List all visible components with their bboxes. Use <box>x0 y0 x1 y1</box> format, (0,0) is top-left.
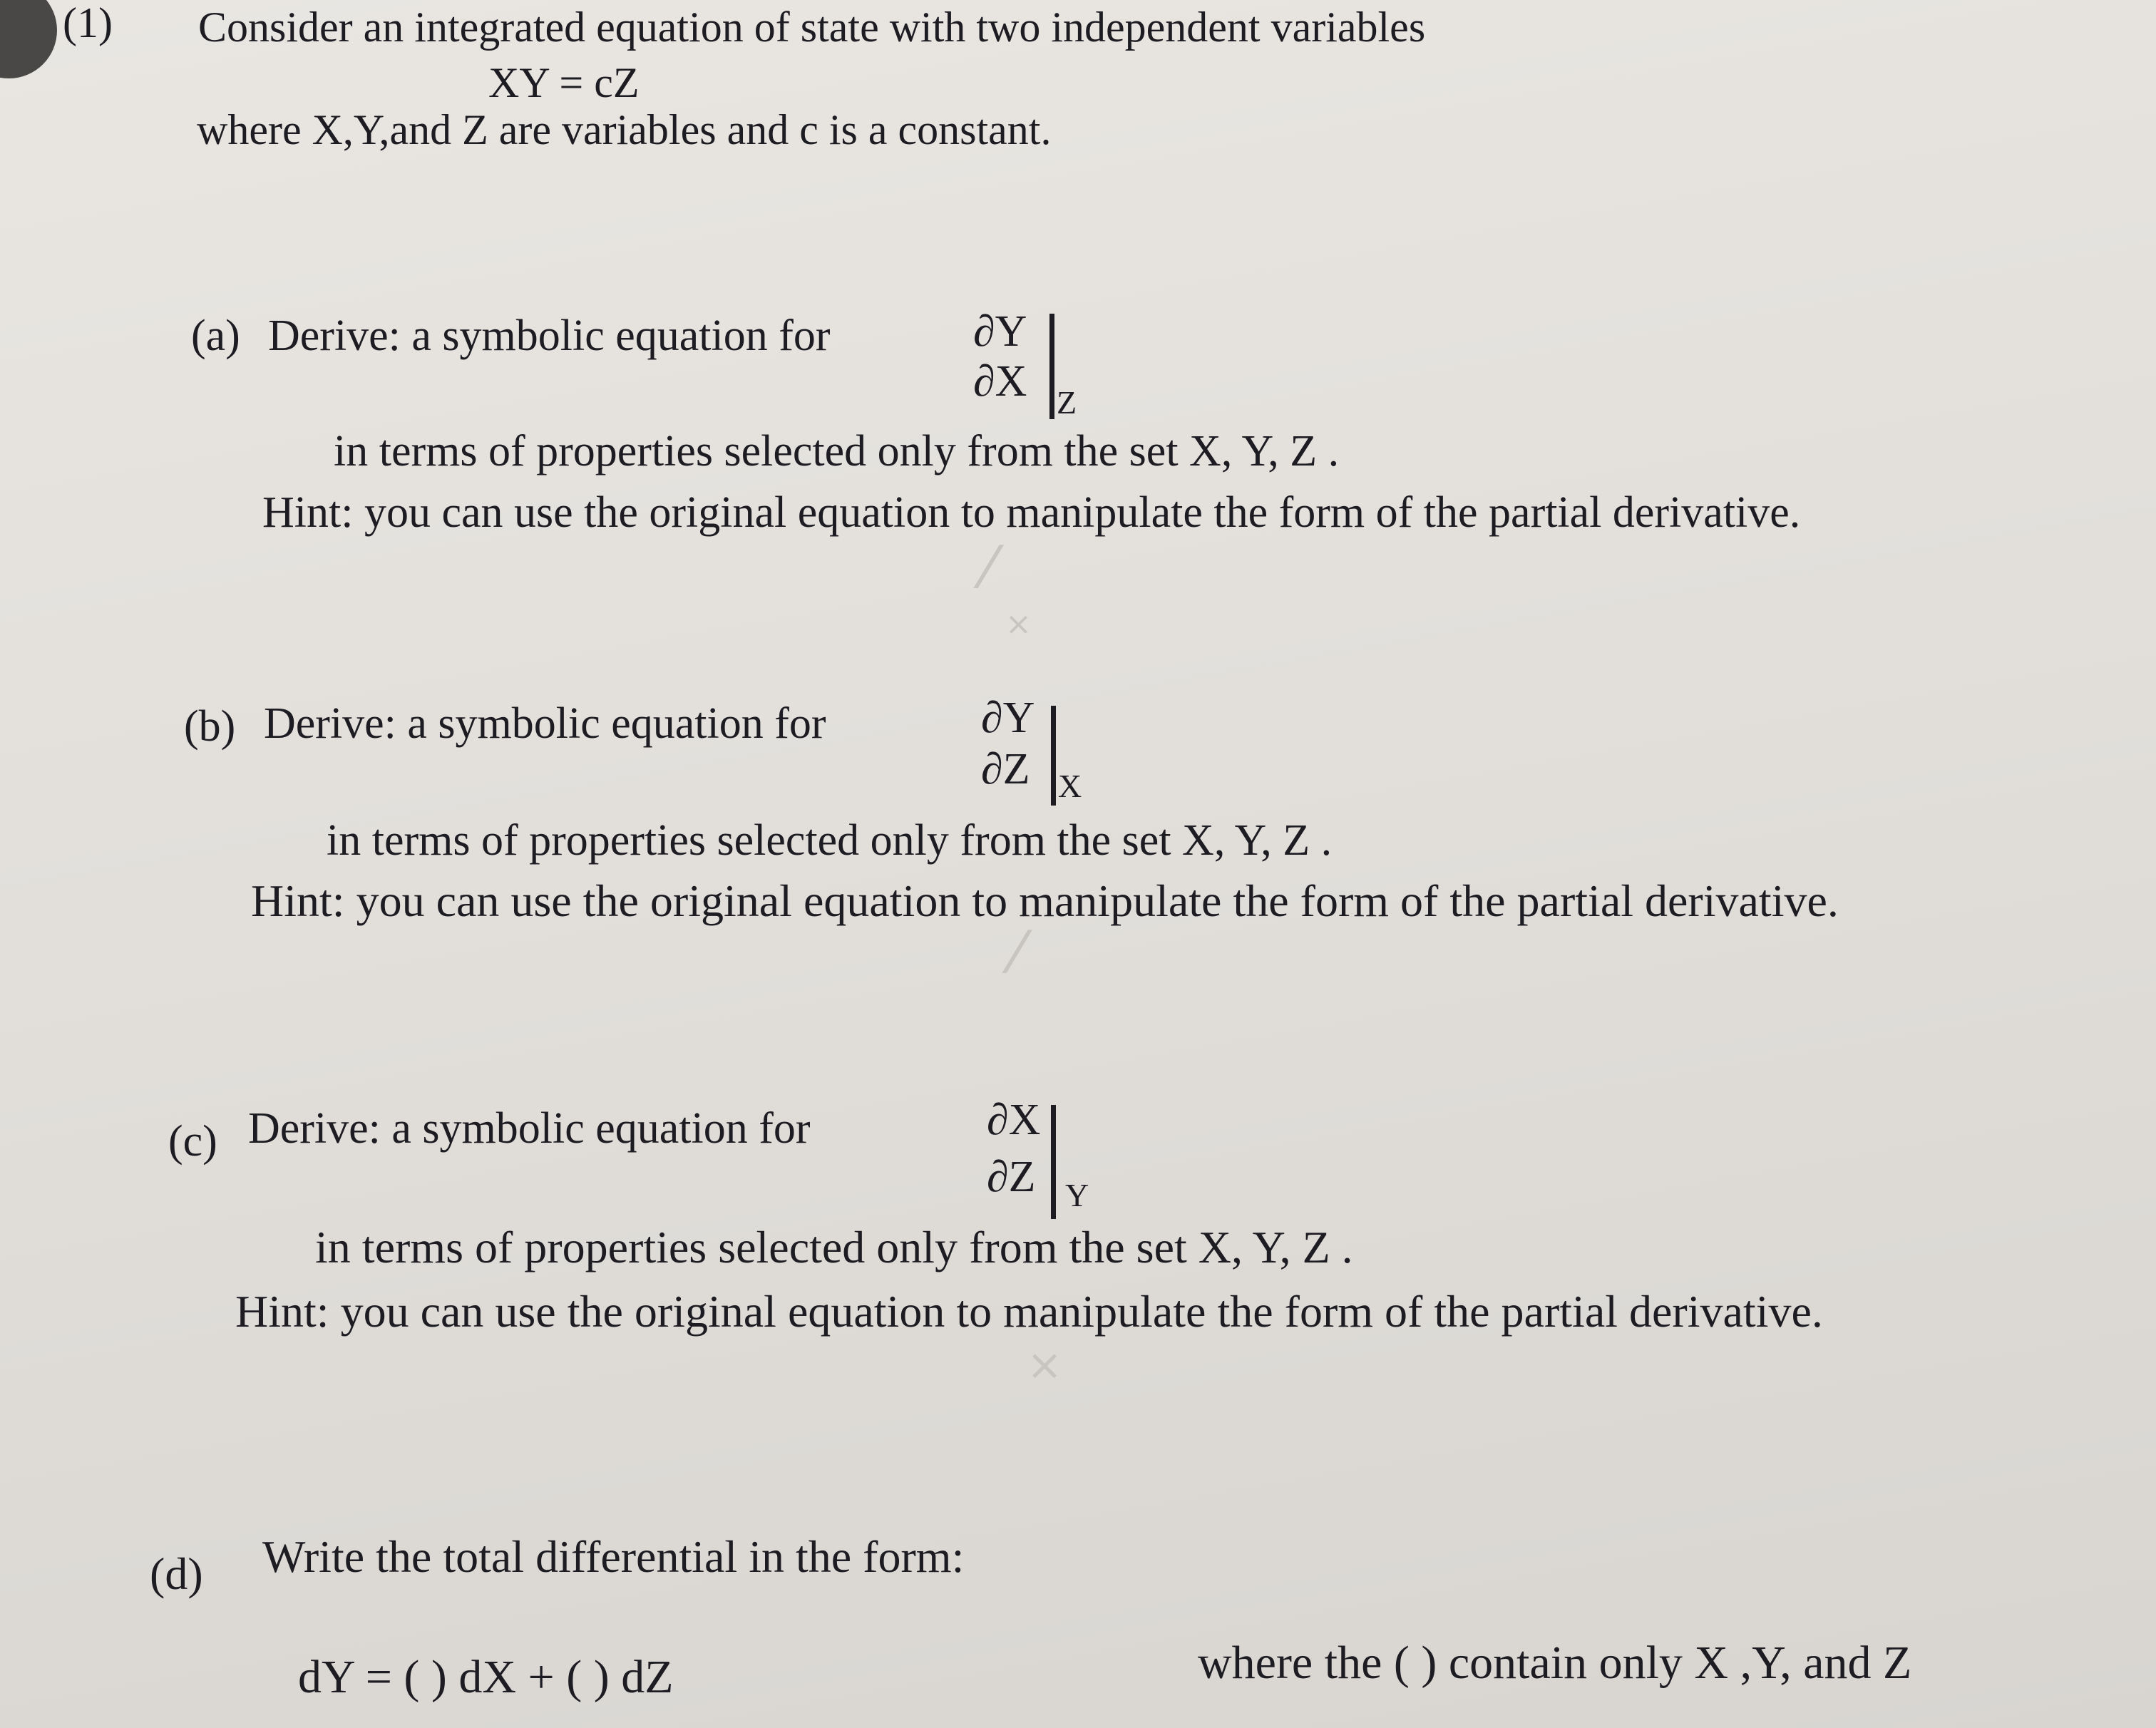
part-b-denominator: ∂Z <box>981 745 1030 793</box>
part-c-hint: Hint: you can use the original equation to manipulate the form of the partial derivative. <box>235 1286 1823 1337</box>
part-a-held-variable: Z <box>1057 384 1077 421</box>
part-c-label: (c) <box>168 1117 217 1166</box>
pencil-mark: × <box>1027 1340 1063 1390</box>
pencil-mark: ⁄ <box>1012 920 1022 986</box>
problem-where: where X,Y,and Z are variables and c is a constant. <box>197 106 1052 153</box>
state-equation: XY = cZ <box>488 59 640 106</box>
total-differential-formula: dY = ( ) dX + ( ) dZ <box>298 1651 674 1703</box>
part-a-numerator: ∂Y <box>973 307 1027 356</box>
part-c-prompt: Derive: a symbolic equation for <box>248 1104 811 1153</box>
part-b-prompt: Derive: a symbolic equation for <box>264 699 826 748</box>
part-d-label: (d) <box>150 1548 203 1599</box>
part-d-condition: where the ( ) contain only X ,Y, and Z <box>1198 1637 1912 1689</box>
part-a-prompt: Derive: a symbolic equation for <box>268 312 831 360</box>
part-b-held-variable: X <box>1058 768 1082 804</box>
part-b-hint: Hint: you can use the original equation to manipulate the form of the partial derivative. <box>251 875 1839 926</box>
part-a-hint: Hint: you can use the original equation to manipulate the form of the partial derivative. <box>262 488 1801 537</box>
problem-intro: Consider an integrated equation of state with two independent variables <box>198 4 1426 51</box>
part-c-held-variable: Y <box>1065 1177 1089 1213</box>
part-b-terms: in terms of properties selected only from the set X, Y, Z . <box>327 816 1333 865</box>
part-b-numerator: ∂Y <box>981 694 1035 742</box>
binder-hole <box>0 0 57 78</box>
part-c-denominator: ∂Z <box>987 1153 1036 1201</box>
part-b-evaluation-bar <box>1051 706 1056 806</box>
part-c-evaluation-bar <box>1051 1105 1056 1219</box>
pencil-mark: × <box>1005 606 1032 642</box>
part-a-denominator: ∂X <box>973 357 1027 406</box>
part-c-numerator: ∂X <box>987 1096 1041 1144</box>
part-a-label: (a) <box>191 312 240 360</box>
part-b-label: (b) <box>184 702 236 751</box>
pencil-mark: ⁄ <box>984 535 994 601</box>
part-a-evaluation-bar <box>1049 314 1054 419</box>
part-d-prompt: Write the total differential in the form: <box>262 1531 965 1582</box>
part-a-terms: in terms of properties selected only from the set X, Y, Z . <box>334 427 1340 475</box>
problem-number: (1) <box>63 0 113 46</box>
part-c-terms: in terms of properties selected only from the set X, Y, Z . <box>315 1222 1353 1272</box>
